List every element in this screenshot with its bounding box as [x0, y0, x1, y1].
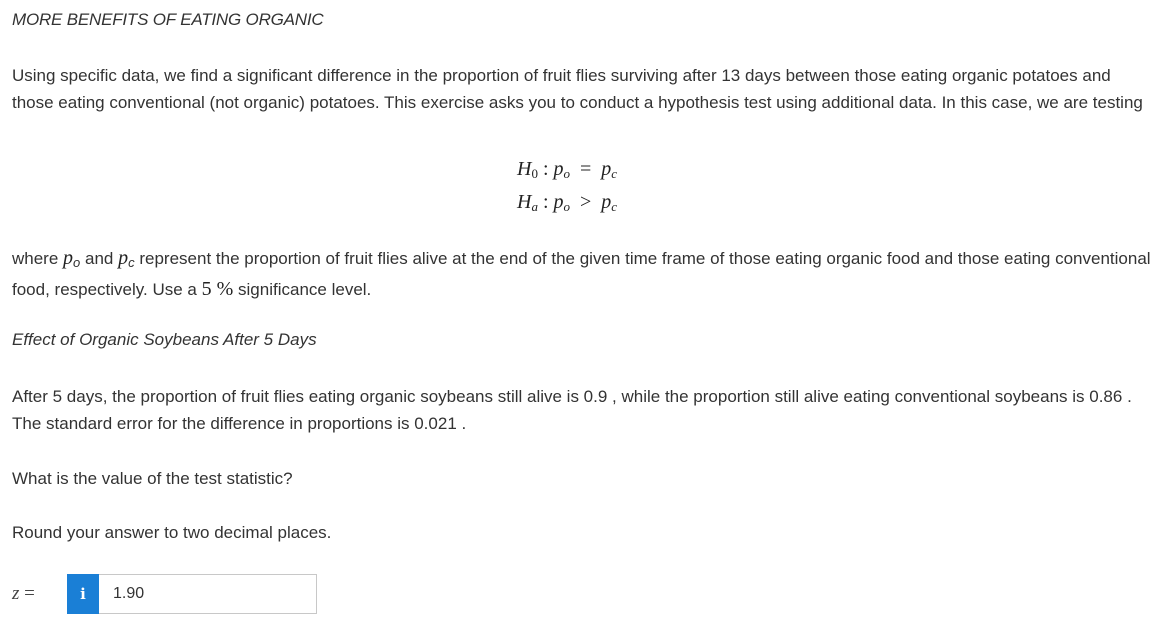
- answer-input[interactable]: [67, 574, 317, 614]
- alt-p-o-sub: o: [563, 199, 571, 214]
- null-p-c-sub: c: [611, 166, 618, 181]
- alt-p-c: p: [601, 191, 612, 213]
- alt-hypothesis: [517, 186, 617, 219]
- answer-row: [12, 573, 317, 615]
- null-p-o-sub: o: [563, 166, 571, 181]
- significance-value: 5 %: [201, 278, 234, 300]
- scenario-paragraph: After 5 days, the proportion of fruit flies eating organic soybeans still alive is 0.9 , while the proportion still alive eating conventional soybeans is 0.86 . The standard error for the difference in proportions is 0.021 .: [12, 387, 1132, 433]
- answer-label-eq: =: [19, 583, 35, 604]
- where-rest: represent the proportion of fruit flies alive at the end of the given time frame of those eating organic food and those eating conventional food, respectively. Use a: [12, 249, 1151, 299]
- where-and: and: [85, 249, 114, 268]
- where-p-c-sub: c: [128, 255, 135, 270]
- null-eq: =: [580, 158, 592, 180]
- where-paragraph: [12, 245, 1152, 303]
- where-tail: significance level.: [238, 280, 372, 299]
- problem-heading: MORE BENEFITS OF EATING ORGANIC: [12, 10, 324, 29]
- section-title: Effect of Organic Soybeans After 5 Days: [12, 330, 317, 349]
- instruction-text: Round your answer to two decimal places.: [12, 523, 332, 542]
- where-p-c: p: [118, 247, 129, 269]
- intro-paragraph: Using specific data, we find a significant difference in the proportion of fruit flies surviving after 13 days between those eating organic potatoes and those eating conventional (not organic) potatoes. This exercise asks you to conduct a hypothesis test using additional data. In this case, we are testing: [12, 66, 1143, 112]
- where-p-o: p: [63, 247, 74, 269]
- alt-gt: >: [580, 191, 592, 213]
- null-p-o: p: [553, 158, 564, 180]
- null-h: H: [517, 158, 532, 180]
- alt-p-c-sub: c: [611, 199, 618, 214]
- where-p-o-sub: o: [73, 255, 81, 270]
- info-icon[interactable]: i: [67, 574, 99, 614]
- null-p-c: p: [601, 158, 612, 180]
- null-colon: :: [537, 158, 554, 180]
- alt-p-o: p: [553, 191, 564, 213]
- alt-colon: :: [537, 191, 554, 213]
- answer-label: [12, 583, 67, 605]
- answer-value[interactable]: 1.90: [113, 585, 145, 602]
- null-hypothesis: [517, 153, 617, 186]
- alt-h-sub: a: [531, 199, 538, 214]
- null-h-sub: 0: [531, 166, 538, 181]
- hypotheses-block: [517, 153, 617, 219]
- alt-h: H: [517, 191, 532, 213]
- where-lead: where: [12, 249, 59, 268]
- question-text: What is the value of the test statistic?: [12, 469, 293, 488]
- answer-label-var: z: [12, 583, 20, 604]
